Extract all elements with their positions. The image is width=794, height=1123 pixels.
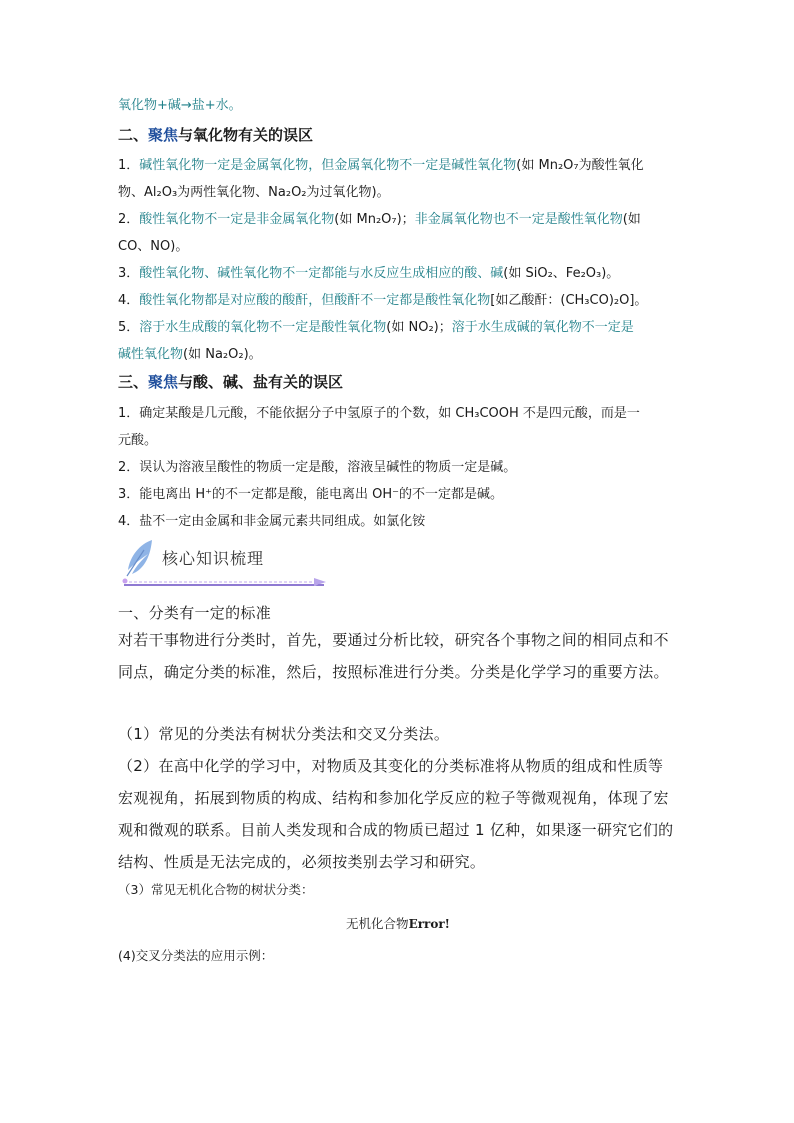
item-number: 5． [118,320,140,335]
oxide-item-5 [118,314,678,368]
continuation-text: 氧化物+碱→盐+水。 [118,98,242,113]
classification-item-4: (4)交叉分类法的应用示例： [118,948,274,963]
feather-icon [127,540,152,576]
item-example: (如 Mn₂O₇为酸性氧化 [516,158,644,173]
section-heading-acids [118,370,678,394]
acid-item-3 [118,481,678,508]
item-text-cont: 元酸。 [118,433,158,448]
acid-item-2 [118,454,678,481]
item-example-open: (如 [622,212,641,227]
oxide-item-3 [118,260,678,287]
classification-item-1: （1）常见的分类法有树状分类法和交叉分类法。 [118,725,450,743]
heading-focus-word: 聚焦 [148,126,179,144]
item-number: 4． [118,293,140,308]
oxide-item-1 [118,152,678,206]
item-text-2: 非金属氧化物也不一定是酸性氧化物 [414,212,623,227]
heading-focus-word: 聚焦 [148,373,179,391]
heading-text: 与酸、碱、盐有关的误区 [178,373,344,391]
item-text: 4．盐不一定由金属和非金属元素共同组成。如氯化铵 [118,514,426,529]
item-text-cont: 碱性氧化物 [118,347,184,362]
item-example: [如乙酸酐：(CH₃CO)₂O]。 [490,293,648,308]
formula-error: Error! [408,917,450,931]
acid-item-1 [118,400,678,454]
classification-item-3: （3）常见无机化合物的树状分类： [118,882,314,897]
section-banner [118,536,338,592]
item-text: 碱性氧化物一定是金属氧化物，但金属氧化物不一定是碱性氧化物 [139,158,517,173]
oxide-item-4 [118,287,678,314]
item-text: 酸性氧化物都是对应酸的酸酐，但酸酐不一定都是酸性氧化物 [139,293,491,308]
heading-number: 三、 [118,373,149,391]
item-text: 酸性氧化物、碱性氧化物不一定都能与水反应生成相应的酸、碱 [139,266,504,281]
classification-item-2: （2）在高中化学的学习中，对物质及其变化的分类标准将从物质的组成和性质等宏观视角，拓展到物质的构成、结构和参加化学反应的粒子等微观视角，体现了宏观和微观的联系。目前人类发现和合成的物质已超过 1 亿种，如果逐一研究它们的结构、性质是无法完成的，必须按类别去学习和研究。 [118,757,674,871]
item-example-cont: (如 Na₂O₂)。 [183,347,262,362]
item-example: (如 Mn₂O₇)； [334,212,415,227]
item-text: 2．误认为溶液呈酸性的物质一定是酸，溶液呈碱性的物质一定是碱。 [118,460,517,475]
item-text: 1．确定某酸是几元酸，不能依据分子中氢原子的个数，如 CH₃COOH 不是四元酸，而是一 [118,406,640,421]
banner-dot [123,579,128,584]
item-text: 酸性氧化物不一定是非金属氧化物 [139,212,335,227]
oxide-item-2 [118,206,678,260]
section-heading-oxides [118,123,678,147]
item-number: 3． [118,266,140,281]
item-text-2: 溶于水生成碱的氧化物不一定是 [451,320,634,335]
heading-text: 与氧化物有关的误区 [178,126,314,144]
item-example-cont: 物、Al₂O₃为两性氧化物、Na₂O₂为过氧化物)。 [118,185,390,200]
item-example: (如 NO₂)； [386,320,452,335]
banner-title: 核心知识梳理 [162,549,265,568]
continuation-line [118,92,678,119]
acid-item-4 [118,508,678,535]
heading-number: 二、 [118,126,149,144]
item-text: 3．能电离出 H⁺的不一定都是酸，能电离出 OH⁻的不一定都是碱。 [118,487,504,502]
item-example: (如 SiO₂、Fe₂O₃)。 [503,266,620,281]
classification-paragraph: 对若干事物进行分类时，首先，要通过分析比较，研究各个事物之间的相同点和不同点，确定分类的标准，然后，按照标准进行分类。分类是化学学习的重要方法。 [118,631,669,681]
formula-label: 无机化合物 [346,916,409,931]
classification-heading: 一、分类有一定的标准 [118,604,272,622]
item-text: 溶于水生成酸的氧化物不一定是酸性氧化物 [139,320,387,335]
item-number: 1． [118,158,140,173]
item-number: 2． [118,212,140,227]
tree-formula [118,912,678,936]
item-example-cont: CO、NO)。 [118,239,189,254]
